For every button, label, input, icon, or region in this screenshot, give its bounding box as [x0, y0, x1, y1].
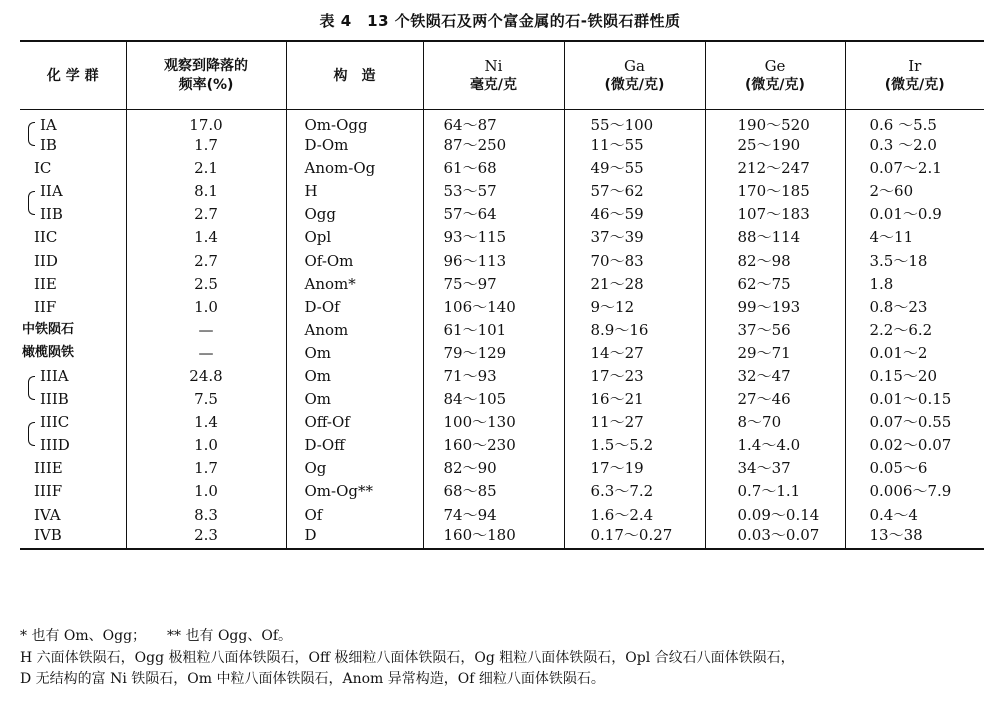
- group-cell: IC: [20, 157, 126, 180]
- ge-cell: 82～98: [705, 249, 845, 272]
- table-row: [20, 411, 984, 434]
- frequency-cell: —: [126, 341, 286, 364]
- ga-cell: 55～100: [564, 109, 705, 134]
- ga-cell: 57～62: [564, 180, 705, 203]
- ge-cell: 212～247: [705, 157, 845, 180]
- group-cell: 中铁陨石: [20, 318, 126, 341]
- ga-cell: 70～83: [564, 249, 705, 272]
- structure-cell: Of: [286, 503, 423, 526]
- ir-cell: 1.8: [869, 274, 894, 293]
- ni-cell: 84～105: [423, 388, 564, 411]
- frequency-cell: —: [126, 318, 286, 341]
- frequency-cell: 2.7: [126, 203, 286, 226]
- ge-cell: 99～193: [705, 295, 845, 318]
- ir-cell: 0.01～2: [869, 343, 928, 362]
- ni-cell: 82～90: [423, 457, 564, 480]
- ir-cell: 0.3 ～2.0: [869, 136, 937, 155]
- structure-cell: Om: [286, 364, 423, 387]
- group-cell: IVA: [20, 503, 126, 526]
- ir-cell: 0.8～23: [869, 297, 928, 316]
- table-row: [20, 134, 984, 157]
- group-cell: IB: [20, 134, 126, 157]
- ir-cell: 0.15～20: [869, 366, 937, 385]
- ir-cell: 13～38: [845, 526, 984, 549]
- ni-cell: 71～93: [423, 364, 564, 387]
- ga-cell: 14～27: [564, 341, 705, 364]
- ni-cell: 87～250: [423, 134, 564, 157]
- ga-cell: 16～21: [564, 388, 705, 411]
- group-cell: IIIF: [20, 480, 126, 503]
- header-ir: Ir (微克/克): [845, 41, 984, 109]
- ge-cell: 170～185: [705, 180, 845, 203]
- structure-cell: H: [286, 180, 423, 203]
- header-group: 化 学 群: [20, 41, 126, 109]
- group-cell: IIE: [20, 272, 126, 295]
- footnotes: [20, 626, 985, 691]
- frequency-cell: 8.1: [126, 180, 286, 203]
- table-row: [20, 318, 984, 341]
- frequency-cell: 1.0: [126, 480, 286, 503]
- structure-cell: Og: [286, 457, 423, 480]
- ge-cell: 8～70: [705, 411, 845, 434]
- ni-cell: 64～87: [423, 109, 564, 134]
- ni-cell: 160～230: [423, 434, 564, 457]
- ge-cell: 190～520: [705, 109, 845, 134]
- group-cell: IIC: [20, 226, 126, 249]
- frequency-cell: 1.7: [126, 457, 286, 480]
- group-cell: IIID: [20, 434, 126, 457]
- table-row: [20, 480, 984, 503]
- ga-cell: 11～55: [564, 134, 705, 157]
- ga-cell: 9～12: [564, 295, 705, 318]
- header-ni: Ni 毫克/克: [423, 41, 564, 109]
- ni-cell: 79～129: [423, 341, 564, 364]
- header-ga: Ga (微克/克): [564, 41, 705, 109]
- structure-cell: Om: [286, 388, 423, 411]
- ge-cell: 25～190: [705, 134, 845, 157]
- structure-cell: D-Off: [286, 434, 423, 457]
- frequency-cell: 8.3: [126, 503, 286, 526]
- ga-cell: 49～55: [564, 157, 705, 180]
- table-row: [20, 457, 984, 480]
- ir-cell: 0.01～0.15: [869, 390, 952, 409]
- table-row: [20, 249, 984, 272]
- structure-cell: Om: [286, 341, 423, 364]
- meteorite-table: [20, 40, 984, 550]
- group-cell: IIIA: [20, 364, 126, 387]
- structure-cell: D: [286, 526, 423, 549]
- ni-cell: 106～140: [423, 295, 564, 318]
- table-row: [20, 434, 984, 457]
- ga-cell: 11～27: [564, 411, 705, 434]
- table-row: [20, 180, 984, 203]
- footnote-line: D 无结构的富 Ni 铁陨石，Om 中粒八面体铁陨石，Anom 异常构造，Of 细粒八面体铁陨石。: [20, 671, 605, 687]
- ir-cell: 0.01～0.9: [869, 205, 942, 224]
- frequency-cell: 1.7: [126, 134, 286, 157]
- ir-cell: 2～60: [869, 182, 914, 201]
- ge-cell: 88～114: [705, 226, 845, 249]
- group-cell: IIB: [20, 203, 126, 226]
- footnote-line: * 也有 Om、Ogg； ** 也有 Ogg、Of。: [20, 628, 293, 644]
- structure-cell: Ogg: [286, 203, 423, 226]
- group-cell: IIIC: [20, 411, 126, 434]
- ge-cell: 0.03～0.07: [705, 526, 845, 549]
- ge-cell: 62～75: [705, 272, 845, 295]
- frequency-cell: 7.5: [126, 388, 286, 411]
- header-ge: Ge (微克/克): [705, 41, 845, 109]
- structure-cell: Anom: [286, 318, 423, 341]
- table-row: [20, 295, 984, 318]
- ni-cell: 74～94: [423, 503, 564, 526]
- ga-cell: 21～28: [564, 272, 705, 295]
- group-cell: IID: [20, 249, 126, 272]
- frequency-cell: 2.7: [126, 249, 286, 272]
- ge-cell: 29～71: [705, 341, 845, 364]
- frequency-cell: 1.0: [126, 434, 286, 457]
- ir-cell: 0.07～0.55: [869, 413, 952, 432]
- table-row: [20, 526, 984, 549]
- ga-cell: 0.17～0.27: [564, 526, 705, 549]
- ir-cell: 0.006～7.9: [869, 482, 952, 501]
- group-cell: IA: [20, 109, 126, 134]
- ni-cell: 75～97: [423, 272, 564, 295]
- frequency-cell: 17.0: [126, 109, 286, 134]
- ir-cell: 2.2～6.2: [869, 320, 933, 339]
- ge-cell: 0.7～1.1: [705, 480, 845, 503]
- ni-cell: 61～68: [423, 157, 564, 180]
- table-row: [20, 364, 984, 387]
- ge-cell: 34～37: [705, 457, 845, 480]
- frequency-cell: 1.4: [126, 226, 286, 249]
- table-title: 表 4 13 个铁陨石及两个富金属的石-铁陨石群性质: [319, 12, 681, 30]
- ga-cell: 17～23: [564, 364, 705, 387]
- structure-cell: Om-Og**: [286, 480, 423, 503]
- ni-cell: 68～85: [423, 480, 564, 503]
- ir-cell: 0.6 ～5.5: [869, 115, 937, 134]
- frequency-cell: 2.1: [126, 157, 286, 180]
- table-row: [20, 203, 984, 226]
- header-frequency: 观察到降落的 频率(%): [126, 41, 286, 109]
- ge-cell: 1.4～4.0: [705, 434, 845, 457]
- group-cell: IIIB: [20, 388, 126, 411]
- table-row: [20, 388, 984, 411]
- header-row: [20, 41, 984, 109]
- ga-cell: 17～19: [564, 457, 705, 480]
- frequency-cell: 2.5: [126, 272, 286, 295]
- structure-cell: D-Of: [286, 295, 423, 318]
- frequency-cell: 24.8: [126, 364, 286, 387]
- ga-cell: 46～59: [564, 203, 705, 226]
- table-row: [20, 157, 984, 180]
- table-row: [20, 341, 984, 364]
- ge-cell: 32～47: [705, 364, 845, 387]
- structure-cell: Anom-Og: [286, 157, 423, 180]
- ge-cell: 27～46: [705, 388, 845, 411]
- ge-cell: 0.09～0.14: [705, 503, 845, 526]
- structure-cell: Of-Om: [286, 249, 423, 272]
- ga-cell: 8.9～16: [564, 318, 705, 341]
- group-cell: IIIE: [20, 457, 126, 480]
- structure-cell: Off-Of: [286, 411, 423, 434]
- ni-cell: 53～57: [423, 180, 564, 203]
- structure-cell: Opl: [286, 226, 423, 249]
- frequency-cell: 1.4: [126, 411, 286, 434]
- ir-cell: 0.05～6: [869, 459, 928, 478]
- ga-cell: 1.5～5.2: [564, 434, 705, 457]
- ir-cell: 4～11: [869, 228, 914, 247]
- structure-cell: Om-Ogg: [286, 109, 423, 134]
- table-row: [20, 503, 984, 526]
- ge-cell: 107～183: [705, 203, 845, 226]
- ir-cell: 0.02～0.07: [869, 436, 952, 455]
- ga-cell: 6.3～7.2: [564, 480, 705, 503]
- ni-cell: 61～101: [423, 318, 564, 341]
- structure-cell: D-Om: [286, 134, 423, 157]
- ni-cell: 160～180: [423, 526, 564, 549]
- footnote-line: H 六面体铁陨石，Ogg 极粗粒八面体铁陨石，Off 极细粒八面体铁陨石，Og 粗粒八面体铁陨石，Opl 合纹石八面体铁陨石，: [20, 649, 795, 666]
- ga-cell: 1.6～2.4: [564, 503, 705, 526]
- table-row: [20, 109, 984, 134]
- ni-cell: 100～130: [423, 411, 564, 434]
- group-cell: IIA: [20, 180, 126, 203]
- header-structure: 构 造: [286, 41, 423, 109]
- ni-cell: 96～113: [423, 249, 564, 272]
- ni-cell: 57～64: [423, 203, 564, 226]
- ir-cell: 0.4～4: [869, 505, 918, 524]
- ir-cell: 3.5～18: [869, 251, 928, 270]
- table-row: [20, 272, 984, 295]
- ir-cell: 0.07～2.1: [869, 159, 942, 178]
- ge-cell: 37～56: [705, 318, 845, 341]
- ni-cell: 93～115: [423, 226, 564, 249]
- group-cell: IVB: [20, 526, 126, 549]
- frequency-cell: 2.3: [126, 526, 286, 549]
- structure-cell: Anom*: [286, 272, 423, 295]
- group-cell: IIF: [20, 295, 126, 318]
- ga-cell: 37～39: [564, 226, 705, 249]
- table-row: [20, 226, 984, 249]
- frequency-cell: 1.0: [126, 295, 286, 318]
- group-cell: 橄榄陨铁: [20, 341, 126, 364]
